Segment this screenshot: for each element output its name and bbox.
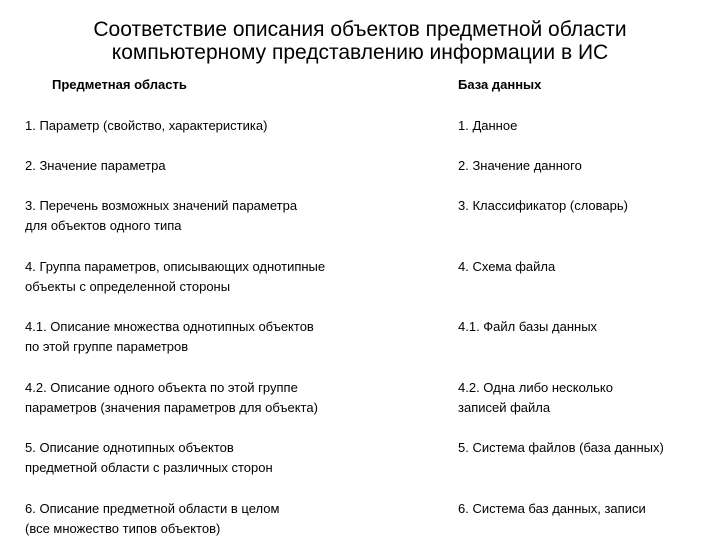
- database-cell: [458, 257, 555, 277]
- subject-area-cell: [25, 438, 273, 478]
- subject-area-cell: [25, 499, 279, 539]
- cell-line: записей файла: [458, 400, 551, 415]
- cell-line: 5. Система файлов (база данных): [458, 440, 664, 455]
- cell-line: 3. Классификатор (словарь): [458, 198, 628, 213]
- cell-line: 1. Данное: [458, 118, 518, 133]
- column-header-subject-area: Предметная область: [52, 77, 187, 92]
- cell-line: 5. Описание однотипных объектов: [25, 440, 234, 455]
- page-title: [0, 18, 720, 64]
- title-line-2: компьютерному представлению информации в ИС: [111, 41, 609, 64]
- database-cell: [458, 317, 597, 337]
- cell-line: 4.2. Одна либо несколько: [458, 380, 613, 395]
- database-cell: [458, 438, 664, 458]
- database-cell: [458, 499, 646, 519]
- subject-area-cell: [25, 317, 314, 357]
- subject-area-cell: [25, 116, 267, 136]
- cell-line: по этой группе параметров: [25, 339, 189, 354]
- cell-line: 2. Значение данного: [458, 158, 582, 173]
- cell-line: параметров (значения параметров для объекта): [25, 400, 318, 415]
- cell-line: объекты с определенной стороны: [25, 279, 231, 294]
- cell-line: (все множество типов объектов): [25, 521, 221, 536]
- cell-line: 3. Перечень возможных значений параметра: [25, 198, 298, 213]
- subject-area-cell: [25, 257, 325, 297]
- database-cell: [458, 156, 582, 176]
- subject-area-cell: [25, 378, 318, 418]
- database-cell: [458, 378, 613, 418]
- column-header-database: База данных: [458, 77, 542, 92]
- database-cell: [458, 196, 628, 216]
- cell-line: 4.1. Файл базы данных: [458, 319, 598, 334]
- subject-area-cell: [25, 156, 166, 176]
- database-cell: [458, 116, 517, 136]
- cell-line: 4. Схема файла: [458, 259, 556, 274]
- cell-line: 4.2. Описание одного объекта по этой группе: [25, 380, 298, 395]
- cell-line: 6. Описание предметной области в целом: [25, 501, 280, 516]
- cell-line: 1. Параметр (свойство, характеристика): [25, 118, 268, 133]
- cell-line: предметной области с различных сторон: [25, 460, 273, 475]
- subject-area-cell: [25, 196, 297, 236]
- cell-line: 4.1. Описание множества однотипных объектов: [25, 319, 314, 334]
- cell-line: 6. Система баз данных, записи: [458, 501, 646, 516]
- cell-line: 4. Группа параметров, описывающих однотипные: [25, 259, 326, 274]
- cell-line: 2. Значение параметра: [25, 158, 166, 173]
- title-line-1: Соответствие описания объектов предметной области: [93, 18, 627, 41]
- cell-line: для объектов одного типа: [25, 218, 182, 233]
